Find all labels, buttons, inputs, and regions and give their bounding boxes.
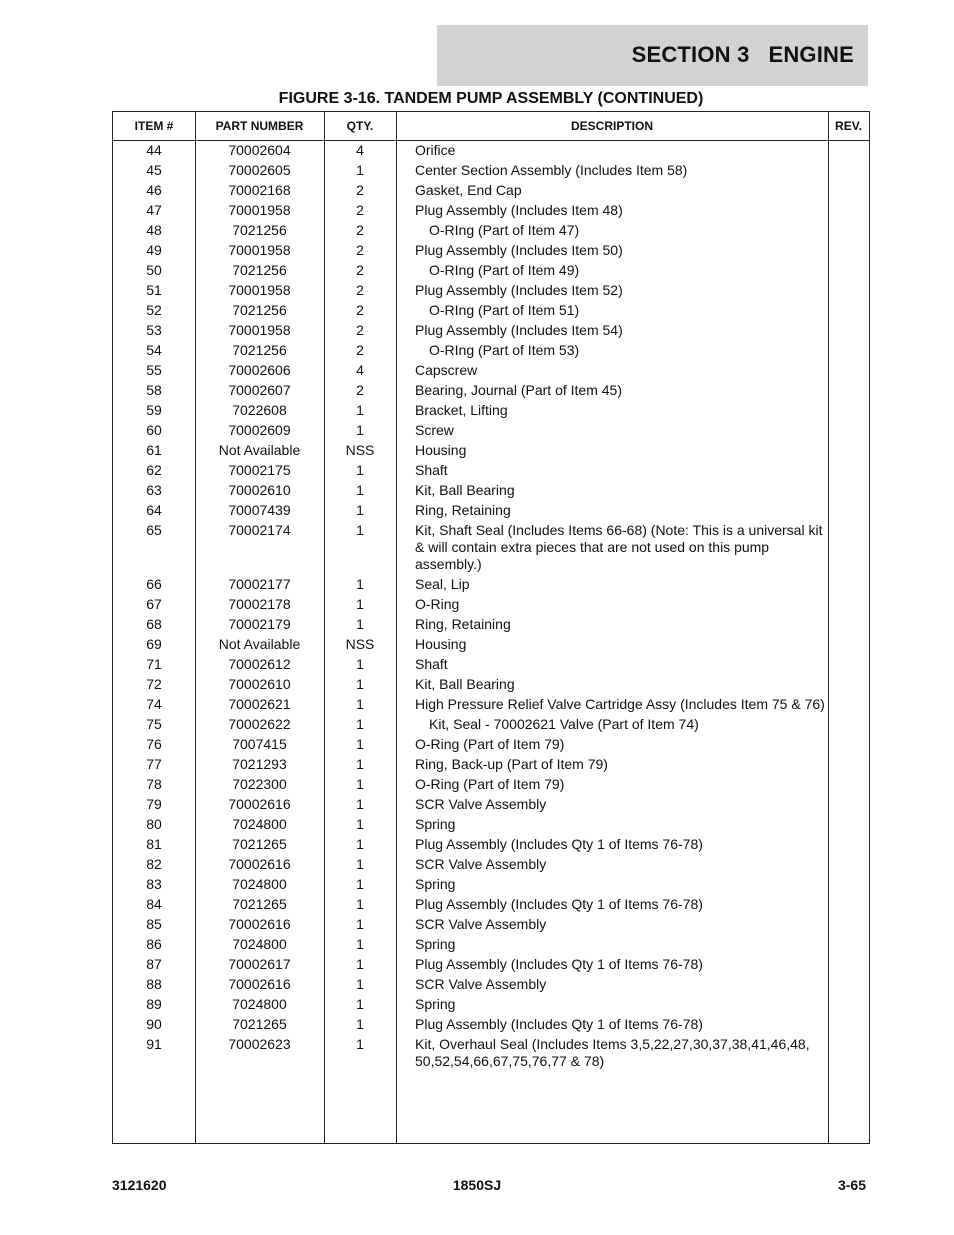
item-number: 77 bbox=[146, 756, 162, 772]
part-number: 70001958 bbox=[228, 202, 291, 218]
item-number: 62 bbox=[146, 462, 162, 478]
quantity: 1 bbox=[356, 816, 364, 832]
quantity: 2 bbox=[356, 202, 364, 218]
part-number: 70002610 bbox=[228, 676, 291, 692]
table-row bbox=[113, 220, 869, 240]
part-number: 7024800 bbox=[232, 996, 287, 1012]
table-row bbox=[113, 200, 869, 220]
item-number: 68 bbox=[146, 616, 162, 632]
column-header-part-number: PART NUMBER bbox=[215, 119, 304, 133]
description: SCR Valve Assembly bbox=[415, 796, 547, 812]
quantity: 2 bbox=[356, 322, 364, 338]
table-row bbox=[113, 994, 869, 1014]
quantity: 1 bbox=[356, 1036, 364, 1052]
description: Shaft bbox=[415, 656, 448, 672]
description: O-Ring (Part of Item 79) bbox=[415, 736, 565, 752]
table-row bbox=[113, 460, 869, 480]
item-number: 91 bbox=[146, 1036, 162, 1052]
description: Plug Assembly (Includes Qty 1 of Items 76-78) bbox=[415, 896, 703, 912]
part-number: 7024800 bbox=[232, 876, 287, 892]
item-number: 53 bbox=[146, 322, 162, 338]
table-header bbox=[113, 112, 869, 141]
quantity: 1 bbox=[356, 576, 364, 592]
part-number: 70002174 bbox=[228, 522, 291, 538]
item-number: 67 bbox=[146, 596, 162, 612]
part-number: 70002179 bbox=[228, 616, 291, 632]
item-number: 90 bbox=[146, 1016, 162, 1032]
item-number: 78 bbox=[146, 776, 162, 792]
description: O-RIng (Part of Item 49) bbox=[429, 262, 580, 278]
item-number: 65 bbox=[146, 522, 162, 538]
part-number: 70002175 bbox=[228, 462, 291, 478]
description: Spring bbox=[415, 996, 456, 1012]
quantity: 1 bbox=[356, 736, 364, 752]
description: Center Section Assembly (Includes Item 58) bbox=[415, 162, 688, 178]
parts-table bbox=[112, 111, 870, 1144]
part-number: 70007439 bbox=[228, 502, 291, 518]
item-number: 59 bbox=[146, 402, 162, 418]
quantity: 1 bbox=[356, 656, 364, 672]
part-number: 7024800 bbox=[232, 936, 287, 952]
description: Plug Assembly (Includes Qty 1 of Items 76-78) bbox=[415, 1016, 703, 1032]
item-number: 55 bbox=[146, 362, 162, 378]
description: O-Ring (Part of Item 79) bbox=[415, 776, 565, 792]
table-row bbox=[113, 520, 869, 574]
item-number: 83 bbox=[146, 876, 162, 892]
part-number: 7021256 bbox=[232, 342, 287, 358]
table-row bbox=[113, 954, 869, 974]
quantity: 1 bbox=[356, 462, 364, 478]
section-title: SECTION 3 ENGINE bbox=[631, 42, 854, 67]
table-row bbox=[113, 360, 869, 380]
description: Spring bbox=[415, 936, 456, 952]
table-row bbox=[113, 714, 869, 734]
table-row bbox=[113, 654, 869, 674]
part-number: 70002177 bbox=[228, 576, 291, 592]
table-row bbox=[113, 894, 869, 914]
item-number: 54 bbox=[146, 342, 162, 358]
description: Kit, Shaft Seal (Includes Items 66-68) (Note: This is a universal kit & will contain extra pieces that are not used on this pump assembly.) bbox=[415, 522, 823, 572]
quantity: 1 bbox=[356, 756, 364, 772]
table-row bbox=[113, 634, 869, 654]
description: O-Ring bbox=[415, 596, 460, 612]
description: Orifice bbox=[415, 142, 456, 158]
part-number: 7021265 bbox=[232, 836, 287, 852]
table-row bbox=[113, 180, 869, 200]
table-row bbox=[113, 240, 869, 260]
table-row bbox=[113, 694, 869, 714]
description: SCR Valve Assembly bbox=[415, 916, 547, 932]
description: High Pressure Relief Valve Cartridge Assy (Includes Item 75 & 76) bbox=[415, 696, 825, 712]
part-number: 70002609 bbox=[228, 422, 291, 438]
description: O-RIng (Part of Item 53) bbox=[429, 342, 580, 358]
table-row bbox=[113, 160, 869, 180]
description: Spring bbox=[415, 876, 456, 892]
item-number: 46 bbox=[146, 182, 162, 198]
section-banner bbox=[437, 25, 868, 86]
quantity: 2 bbox=[356, 282, 364, 298]
quantity: 1 bbox=[356, 876, 364, 892]
quantity: 2 bbox=[356, 222, 364, 238]
quantity: 1 bbox=[356, 856, 364, 872]
quantity: 1 bbox=[356, 596, 364, 612]
table-row bbox=[113, 674, 869, 694]
description: Housing bbox=[415, 636, 467, 652]
quantity: 1 bbox=[356, 676, 364, 692]
table-row bbox=[113, 1014, 869, 1034]
quantity: 1 bbox=[356, 976, 364, 992]
table-row bbox=[113, 300, 869, 320]
description: Screw bbox=[415, 422, 454, 438]
quantity: 2 bbox=[356, 242, 364, 258]
quantity: 1 bbox=[356, 956, 364, 972]
item-number: 58 bbox=[146, 382, 162, 398]
table-row bbox=[113, 854, 869, 874]
part-number: 70002622 bbox=[228, 716, 291, 732]
description: Kit, Seal - 70002621 Valve (Part of Item 74) bbox=[429, 716, 699, 732]
part-number: 70002617 bbox=[228, 956, 291, 972]
item-number: 71 bbox=[146, 656, 162, 672]
item-number: 44 bbox=[146, 142, 162, 158]
quantity: 1 bbox=[356, 776, 364, 792]
figure-title: FIGURE 3-16. TANDEM PUMP ASSEMBLY (CONTINUED) bbox=[278, 90, 704, 107]
part-number: 70002621 bbox=[228, 696, 291, 712]
table-row bbox=[113, 340, 869, 360]
table-row bbox=[113, 874, 869, 894]
part-number: 7021265 bbox=[232, 896, 287, 912]
quantity: 1 bbox=[356, 916, 364, 932]
quantity: 1 bbox=[356, 896, 364, 912]
table-row bbox=[113, 614, 869, 634]
item-number: 45 bbox=[146, 162, 162, 178]
table-row bbox=[113, 974, 869, 994]
table-row bbox=[113, 574, 869, 594]
item-number: 88 bbox=[146, 976, 162, 992]
table-row bbox=[113, 440, 869, 460]
part-number: 70002607 bbox=[228, 382, 291, 398]
part-number: 70001958 bbox=[228, 322, 291, 338]
item-number: 89 bbox=[146, 996, 162, 1012]
quantity: 2 bbox=[356, 302, 364, 318]
description: Kit, Overhaul Seal (Includes Items 3,5,22,27,30,37,38,41,46,48, 50,52,54,66,67,75,76,77 & 78) bbox=[415, 1036, 810, 1069]
table-row bbox=[113, 834, 869, 854]
part-number: 7022300 bbox=[232, 776, 287, 792]
part-number: 70002168 bbox=[228, 182, 291, 198]
item-number: 75 bbox=[146, 716, 162, 732]
description: Housing bbox=[415, 442, 467, 458]
table-row bbox=[113, 754, 869, 774]
item-number: 60 bbox=[146, 422, 162, 438]
quantity: 1 bbox=[356, 422, 364, 438]
table-row bbox=[113, 594, 869, 614]
quantity: 1 bbox=[356, 482, 364, 498]
table-row bbox=[113, 934, 869, 954]
part-number: 70002604 bbox=[228, 142, 291, 158]
description: SCR Valve Assembly bbox=[415, 976, 547, 992]
part-number: 70002610 bbox=[228, 482, 291, 498]
quantity: 1 bbox=[356, 522, 364, 538]
part-number: 70002178 bbox=[228, 596, 291, 612]
quantity: 1 bbox=[356, 402, 364, 418]
description: Plug Assembly (Includes Qty 1 of Items 76-78) bbox=[415, 836, 703, 852]
part-number: 7022608 bbox=[232, 402, 287, 418]
item-number: 86 bbox=[146, 936, 162, 952]
part-number: 70002605 bbox=[228, 162, 291, 178]
table-body bbox=[113, 140, 869, 1071]
description: Plug Assembly (Includes Item 52) bbox=[415, 282, 623, 298]
table-row bbox=[113, 1034, 869, 1071]
description: Shaft bbox=[415, 462, 448, 478]
quantity: 1 bbox=[356, 1016, 364, 1032]
description: Kit, Ball Bearing bbox=[415, 482, 515, 498]
part-number: 70002616 bbox=[228, 976, 291, 992]
table-row bbox=[113, 814, 869, 834]
table-row bbox=[113, 914, 869, 934]
part-number: 70002606 bbox=[228, 362, 291, 378]
item-number: 50 bbox=[146, 262, 162, 278]
quantity: 1 bbox=[356, 696, 364, 712]
item-number: 69 bbox=[146, 636, 162, 652]
part-number: Not Available bbox=[218, 442, 301, 458]
quantity: 2 bbox=[356, 382, 364, 398]
item-number: 63 bbox=[146, 482, 162, 498]
description: Plug Assembly (Includes Item 54) bbox=[415, 322, 623, 338]
quantity: 4 bbox=[356, 142, 364, 158]
item-number: 48 bbox=[146, 222, 162, 238]
item-number: 66 bbox=[146, 576, 162, 592]
table-row bbox=[113, 500, 869, 520]
column-header-rev: REV. bbox=[835, 119, 862, 133]
item-number: 76 bbox=[146, 736, 162, 752]
part-number: Not Available bbox=[218, 636, 301, 652]
item-number: 81 bbox=[146, 836, 162, 852]
description: Ring, Retaining bbox=[415, 616, 511, 632]
description: O-RIng (Part of Item 47) bbox=[429, 222, 580, 238]
table-row bbox=[113, 320, 869, 340]
part-number: 70002616 bbox=[228, 916, 291, 932]
footer-doc-number: 3121620 bbox=[112, 1177, 167, 1193]
table-row bbox=[113, 734, 869, 754]
description: Seal, Lip bbox=[415, 576, 470, 592]
description: Ring, Back-up (Part of Item 79) bbox=[415, 756, 608, 772]
table-row bbox=[113, 140, 869, 160]
quantity: 1 bbox=[356, 796, 364, 812]
quantity: NSS bbox=[345, 442, 375, 458]
table-row bbox=[113, 280, 869, 300]
table-row bbox=[113, 480, 869, 500]
table-row bbox=[113, 380, 869, 400]
part-number: 7021256 bbox=[232, 222, 287, 238]
quantity: NSS bbox=[345, 636, 375, 652]
quantity: 2 bbox=[356, 262, 364, 278]
table-row bbox=[113, 260, 869, 280]
item-number: 74 bbox=[146, 696, 162, 712]
description: Ring, Retaining bbox=[415, 502, 511, 518]
part-number: 70001958 bbox=[228, 242, 291, 258]
quantity: 1 bbox=[356, 996, 364, 1012]
table-row bbox=[113, 794, 869, 814]
part-number: 7024800 bbox=[232, 816, 287, 832]
part-number: 70002616 bbox=[228, 796, 291, 812]
table-row bbox=[113, 774, 869, 794]
quantity: 1 bbox=[356, 616, 364, 632]
part-number: 70002612 bbox=[228, 656, 291, 672]
description: O-RIng (Part of Item 51) bbox=[429, 302, 580, 318]
part-number: 7021256 bbox=[232, 262, 287, 278]
description: Plug Assembly (Includes Item 50) bbox=[415, 242, 623, 258]
part-number: 70002623 bbox=[228, 1036, 291, 1052]
item-number: 49 bbox=[146, 242, 162, 258]
part-number: 70001958 bbox=[228, 282, 291, 298]
item-number: 84 bbox=[146, 896, 162, 912]
description: Kit, Ball Bearing bbox=[415, 676, 515, 692]
item-number: 82 bbox=[146, 856, 162, 872]
description: Spring bbox=[415, 816, 456, 832]
quantity: 1 bbox=[356, 162, 364, 178]
quantity: 1 bbox=[356, 716, 364, 732]
quantity: 1 bbox=[356, 836, 364, 852]
description: Plug Assembly (Includes Qty 1 of Items 76-78) bbox=[415, 956, 703, 972]
quantity: 2 bbox=[356, 182, 364, 198]
part-number: 70002616 bbox=[228, 856, 291, 872]
table-row bbox=[113, 400, 869, 420]
item-number: 52 bbox=[146, 302, 162, 318]
column-header-description: DESCRIPTION bbox=[570, 119, 653, 133]
part-number: 7007415 bbox=[232, 736, 287, 752]
item-number: 61 bbox=[146, 442, 162, 458]
quantity: 1 bbox=[356, 936, 364, 952]
item-number: 51 bbox=[146, 282, 162, 298]
footer-page-number: 3-65 bbox=[837, 1177, 866, 1193]
description: Bearing, Journal (Part of Item 45) bbox=[415, 382, 622, 398]
description: Capscrew bbox=[415, 362, 478, 378]
quantity: 2 bbox=[356, 342, 364, 358]
description: Bracket, Lifting bbox=[415, 402, 508, 418]
quantity: 4 bbox=[356, 362, 364, 378]
column-header-qty: QTY. bbox=[346, 119, 374, 133]
column-header-item: ITEM # bbox=[134, 119, 174, 133]
item-number: 72 bbox=[146, 676, 162, 692]
table-row bbox=[113, 420, 869, 440]
part-number: 7021293 bbox=[232, 756, 287, 772]
item-number: 80 bbox=[146, 816, 162, 832]
item-number: 79 bbox=[146, 796, 162, 812]
description: Plug Assembly (Includes Item 48) bbox=[415, 202, 623, 218]
quantity: 1 bbox=[356, 502, 364, 518]
item-number: 47 bbox=[146, 202, 162, 218]
item-number: 85 bbox=[146, 916, 162, 932]
description: SCR Valve Assembly bbox=[415, 856, 547, 872]
description: Gasket, End Cap bbox=[415, 182, 522, 198]
item-number: 64 bbox=[146, 502, 162, 518]
footer-model: 1850SJ bbox=[452, 1177, 502, 1193]
item-number: 87 bbox=[146, 956, 162, 972]
part-number: 7021265 bbox=[232, 1016, 287, 1032]
part-number: 7021256 bbox=[232, 302, 287, 318]
